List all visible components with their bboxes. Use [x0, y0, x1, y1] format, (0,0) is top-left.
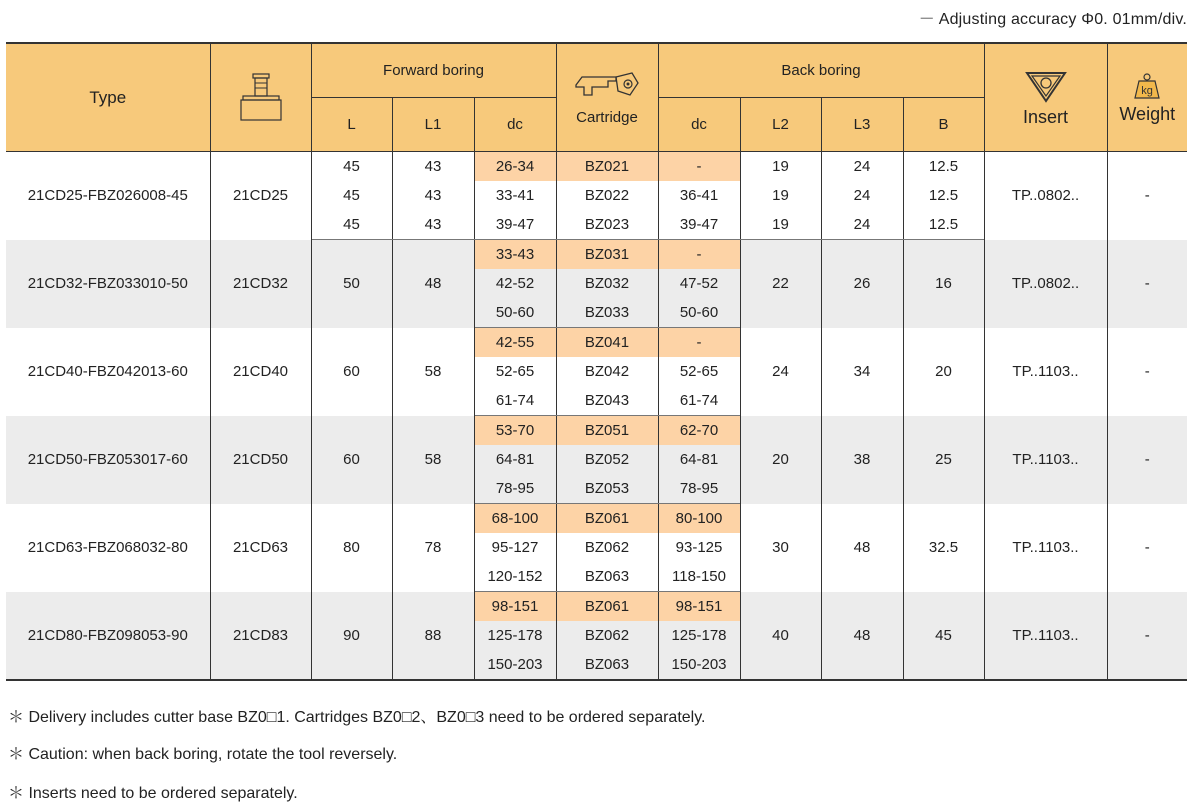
dc-forward-cell: 68-100 [474, 504, 556, 534]
dc-back-cell: 39-47 [658, 210, 740, 240]
l2-cell: 20 [740, 416, 821, 504]
l3-cell: 24 [821, 152, 903, 182]
l3-cell: 48 [821, 592, 903, 681]
dc-back-cell: 98-151 [658, 592, 740, 622]
weight-cell: - [1107, 152, 1187, 240]
dc-back-cell: - [658, 240, 740, 270]
base-cell: 21CD40 [210, 328, 311, 416]
base-cell: 21CD50 [210, 416, 311, 504]
insert-cell: TP..1103.. [984, 504, 1107, 592]
l1-cell: 58 [392, 416, 474, 504]
dc-back-cell: 64-81 [658, 445, 740, 474]
table-row [6, 152, 1187, 182]
table-row [6, 328, 1187, 358]
b-cell: 12.5 [903, 210, 984, 240]
cartridge-icon [557, 71, 658, 108]
weight-cell: - [1107, 240, 1187, 328]
dc-forward-cell: 50-60 [474, 298, 556, 328]
dc-forward-cell: 125-178 [474, 621, 556, 650]
weight-kg-icon [1108, 72, 1188, 105]
b-cell: 45 [903, 592, 984, 681]
dc-forward-cell: 150-203 [474, 650, 556, 680]
header-forward-boring: Forward boring [311, 43, 556, 98]
b-cell: 12.5 [903, 152, 984, 182]
l1-cell: 88 [392, 592, 474, 681]
cartridge-cell: BZ051 [556, 416, 658, 446]
dc-forward-cell: 33-41 [474, 181, 556, 210]
cartridge-cell: BZ042 [556, 357, 658, 386]
dc-back-cell: 62-70 [658, 416, 740, 446]
l-cell: 60 [311, 416, 392, 504]
dc-back-cell: 50-60 [658, 298, 740, 328]
cartridge-cell: BZ061 [556, 504, 658, 534]
l3-cell: 26 [821, 240, 903, 328]
dc-forward-cell: 42-55 [474, 328, 556, 358]
header-dc-back: dc [658, 98, 740, 152]
dc-back-cell: 80-100 [658, 504, 740, 534]
dc-back-cell: 125-178 [658, 621, 740, 650]
dc-back-cell: 78-95 [658, 474, 740, 504]
header-L1: L1 [392, 98, 474, 152]
l2-cell: 19 [740, 210, 821, 240]
l1-cell: 78 [392, 504, 474, 592]
dc-forward-cell: 78-95 [474, 474, 556, 504]
insert-cell: TP..1103.. [984, 328, 1107, 416]
dc-back-cell: 150-203 [658, 650, 740, 680]
l-cell: 45 [311, 152, 392, 182]
cartridge-cell: BZ032 [556, 269, 658, 298]
l3-cell: 24 [821, 181, 903, 210]
l1-cell: 43 [392, 152, 474, 182]
cartridge-cell: BZ061 [556, 592, 658, 622]
table-row [6, 416, 1187, 446]
header-dc-forward: dc [474, 98, 556, 152]
base-cell: 21CD25 [210, 152, 311, 240]
weight-cell: - [1107, 504, 1187, 592]
l-cell: 50 [311, 240, 392, 328]
l2-cell: 24 [740, 328, 821, 416]
weight-cell: - [1107, 416, 1187, 504]
svg-text:kg: kg [1141, 85, 1154, 97]
header-L2: L2 [740, 98, 821, 152]
dc-forward-cell: 42-52 [474, 269, 556, 298]
weight-cell: - [1107, 328, 1187, 416]
dc-forward-cell: 39-47 [474, 210, 556, 240]
dc-forward-cell: 53-70 [474, 416, 556, 446]
cartridge-cell: BZ043 [556, 386, 658, 416]
cartridge-cell: BZ062 [556, 621, 658, 650]
cartridge-cell: BZ063 [556, 650, 658, 680]
type-cell: 21CD25-FBZ026008-45 [6, 152, 210, 240]
dc-back-cell: 52-65 [658, 357, 740, 386]
l1-cell: 43 [392, 181, 474, 210]
weight-cell: - [1107, 592, 1187, 681]
type-cell: 21CD32-FBZ033010-50 [6, 240, 210, 328]
b-cell: 20 [903, 328, 984, 416]
b-cell: 25 [903, 416, 984, 504]
l1-cell: 43 [392, 210, 474, 240]
cartridge-cell: BZ021 [556, 152, 658, 182]
l-cell: 90 [311, 592, 392, 681]
l2-cell: 30 [740, 504, 821, 592]
insert-label: Insert [1022, 107, 1069, 127]
type-cell: 21CD40-FBZ042013-60 [6, 328, 210, 416]
l-cell: 45 [311, 181, 392, 210]
l3-cell: 48 [821, 504, 903, 592]
adjusting-accuracy-note: － Adjusting accuracy Φ0. 01mm/div. [918, 11, 1187, 28]
table-row [6, 240, 1187, 270]
l1-cell: 48 [392, 240, 474, 328]
b-cell: 16 [903, 240, 984, 328]
b-cell: 32.5 [903, 504, 984, 592]
dc-forward-cell: 64-81 [474, 445, 556, 474]
l2-cell: 19 [740, 181, 821, 210]
table-row [6, 504, 1187, 534]
spec-table-body [6, 152, 1187, 681]
insert-cell: TP..1103.. [984, 416, 1107, 504]
header-type: Type [6, 43, 210, 152]
insert-cell: TP..0802.. [984, 240, 1107, 328]
l2-cell: 19 [740, 152, 821, 182]
header-L3: L3 [821, 98, 903, 152]
dc-back-cell: 47-52 [658, 269, 740, 298]
type-cell: 21CD50-FBZ053017-60 [6, 416, 210, 504]
dc-back-cell: 118-150 [658, 562, 740, 592]
cartridge-cell: BZ022 [556, 181, 658, 210]
note-caution: ＊ Caution: when back boring, rotate the tool reversely. [8, 746, 398, 763]
weight-label: Weight [1119, 104, 1176, 124]
dc-back-cell: 93-125 [658, 533, 740, 562]
triangle-insert-icon [985, 69, 1107, 108]
dc-forward-cell: 52-65 [474, 357, 556, 386]
dc-forward-cell: 26-34 [474, 152, 556, 182]
l3-cell: 34 [821, 328, 903, 416]
l3-cell: 24 [821, 210, 903, 240]
dc-forward-cell: 61-74 [474, 386, 556, 416]
cartridge-cell: BZ031 [556, 240, 658, 270]
cartridge-cell: BZ023 [556, 210, 658, 240]
l-cell: 60 [311, 328, 392, 416]
table-row [6, 592, 1187, 622]
dc-back-cell: 36-41 [658, 181, 740, 210]
dc-back-cell: 61-74 [658, 386, 740, 416]
type-cell: 21CD63-FBZ068032-80 [6, 504, 210, 592]
l2-cell: 40 [740, 592, 821, 681]
boring-tool-spec-table [6, 42, 1187, 681]
l-cell: 45 [311, 210, 392, 240]
b-cell: 12.5 [903, 181, 984, 210]
type-cell: 21CD80-FBZ098053-90 [6, 592, 210, 681]
cartridge-cell: BZ052 [556, 445, 658, 474]
l1-cell: 58 [392, 328, 474, 416]
dc-forward-cell: 98-151 [474, 592, 556, 622]
header-insert [984, 43, 1107, 152]
cartridge-cell: BZ053 [556, 474, 658, 504]
note-delivery: ＊ Delivery includes cutter base BZ0□1. Cartridges BZ0□2、BZ0□3 need to be ordered separately. [8, 709, 706, 726]
base-cell: 21CD63 [210, 504, 311, 592]
base-cell: 21CD83 [210, 592, 311, 681]
l-cell: 80 [311, 504, 392, 592]
tool-base-icon [210, 43, 311, 152]
header-B: B [903, 98, 984, 152]
cartridge-cell: BZ063 [556, 562, 658, 592]
cartridge-label: Cartridge [576, 108, 638, 126]
note-inserts: ＊ Inserts need to be ordered separately. [8, 785, 298, 802]
header-back-boring: Back boring [658, 43, 984, 98]
dc-forward-cell: 95-127 [474, 533, 556, 562]
cartridge-cell: BZ062 [556, 533, 658, 562]
l2-cell: 22 [740, 240, 821, 328]
cartridge-cell: BZ033 [556, 298, 658, 328]
dc-forward-cell: 120-152 [474, 562, 556, 592]
l3-cell: 38 [821, 416, 903, 504]
header-weight [1107, 43, 1187, 152]
dc-back-cell: - [658, 152, 740, 182]
header-cartridge [556, 43, 658, 152]
header-L: L [311, 98, 392, 152]
base-cell: 21CD32 [210, 240, 311, 328]
cartridge-cell: BZ041 [556, 328, 658, 358]
dc-forward-cell: 33-43 [474, 240, 556, 270]
dc-back-cell: - [658, 328, 740, 358]
insert-cell: TP..1103.. [984, 592, 1107, 681]
insert-cell: TP..0802.. [984, 152, 1107, 240]
